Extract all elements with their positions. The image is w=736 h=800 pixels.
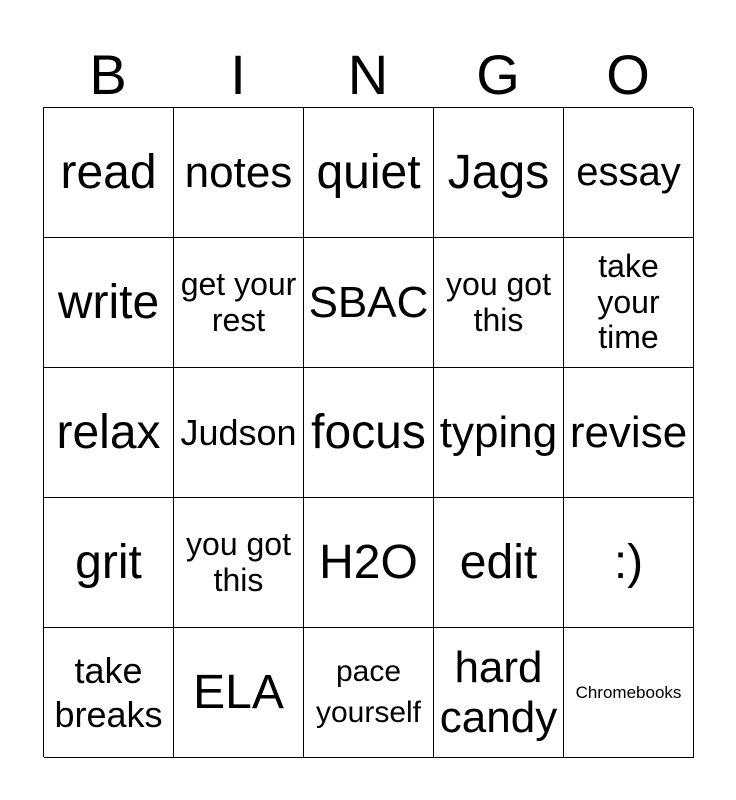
bingo-cell: take breaks [44,628,174,758]
bingo-cell: take your time [564,238,694,368]
bingo-cell: :) [564,498,694,628]
bingo-board [43,107,693,757]
bingo-cell: Jags [434,108,564,238]
bingo-header [43,42,693,108]
bingo-cell: relax [44,368,174,498]
bingo-cell: SBAC [304,238,434,368]
bingo-cell: get your rest [174,238,304,368]
bingo-cell: quiet [304,108,434,238]
bingo-cell: revise [564,368,694,498]
bingo-cell: grit [44,498,174,628]
bingo-cell: you got this [174,498,304,628]
bingo-cell: notes [174,108,304,238]
bingo-cell: typing [434,368,564,498]
header-letter-g: G [476,43,520,106]
bingo-cell: pace yourself [304,628,434,758]
header-letter-i: I [230,43,246,106]
bingo-cell: hard candy [434,628,564,758]
bingo-cell: focus [304,368,434,498]
header-letter-b: B [89,43,127,106]
header-letter-o: O [606,43,650,106]
bingo-cell: essay [564,108,694,238]
header-letter-n: N [347,43,389,106]
bingo-cell: Judson [174,368,304,498]
bingo-cell: H2O [304,498,434,628]
bingo-cell: ELA [174,628,304,758]
bingo-cell: read [44,108,174,238]
bingo-cell: write [44,238,174,368]
bingo-cell: you got this [434,238,564,368]
bingo-cell: Chromebooks [564,628,694,758]
bingo-cell: edit [434,498,564,628]
